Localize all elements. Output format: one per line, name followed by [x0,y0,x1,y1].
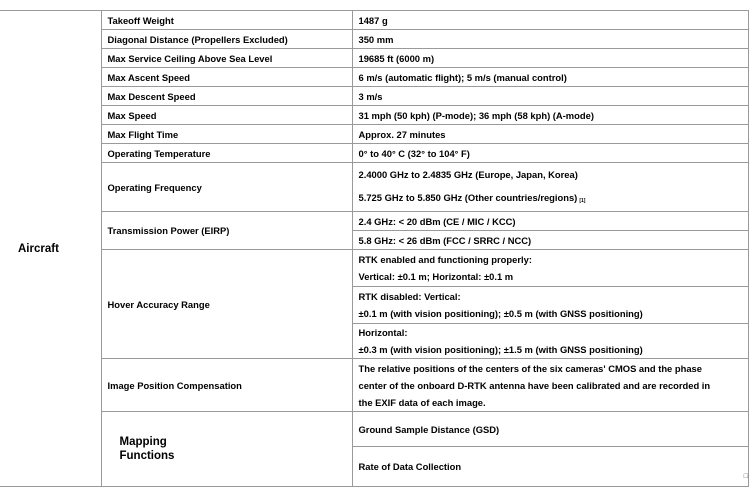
diagonal-distance-label: Diagonal Distance (Propellers Excluded) [101,30,352,49]
hover-accuracy-label: Hover Accuracy Range [101,250,352,359]
table-row [0,30,748,49]
rtk-enabled-values: Vertical: ±0.1 m; Horizontal: ±0.1 m [358,271,514,282]
table-row [0,163,748,212]
category-aircraft [0,11,101,487]
max-speed-value: 31 mph (50 kph) (P-mode); 36 mph (58 kph) (A-mode) [352,106,748,125]
takeoff-weight-label: Takeoff Weight [101,11,352,30]
frequency-2-4-ghz: 2.4000 GHz to 2.4835 GHz (Europe, Japan, Korea) [358,168,578,180]
hover-accuracy-rtk-disabled-vertical [352,287,748,324]
rtk-disabled-vertical-values: ±0.1 m (with vision positioning); ±0.5 m (with GNSS positioning) [358,308,643,319]
flight-time-value: Approx. 27 minutes [352,125,748,144]
operating-temperature-value: 0° to 40° C (32° to 104° F) [352,144,748,163]
gsd-label: Ground Sample Distance (GSD) [352,412,748,447]
category-aircraft-label: Aircraft [18,242,59,255]
hover-accuracy-rtk-disabled-horizontal [352,324,748,359]
footnote-marker: [1] [579,197,586,204]
image-position-value [352,359,748,412]
rtk-disabled-heading: RTK disabled: Vertical: [358,291,461,302]
table-row [0,412,748,447]
descent-speed-value: 3 m/s [352,87,748,106]
image-position-line-3: the EXIF data of each image. [358,396,486,408]
image-position-line-2: center of the onboard D-RTK antenna have been calibrated and are recorded in [358,379,711,391]
hover-accuracy-rtk-enabled [352,250,748,287]
table-row [0,68,748,87]
data-collection-label: Rate of Data Collection [352,447,748,487]
takeoff-weight-value: 1487 g [352,11,748,30]
operating-frequency-value [352,163,748,212]
horizontal-values: ±0.3 m (with vision positioning); ±1.5 m (with GNSS positioning) [358,344,643,355]
table-row [0,106,748,125]
service-ceiling-label: Max Service Ceiling Above Sea Level [101,49,352,68]
frequency-5-8-ghz: 5.725 GHz to 5.850 GHz (Other countries/regions) [358,191,578,203]
table-row [0,250,748,287]
service-ceiling-value: 19685 ft (6000 m) [352,49,748,68]
table-row [0,125,748,144]
category-mapping-label-2: Functions [119,450,175,462]
transmission-power-5-8-value: 5.8 GHz: < 26 dBm (FCC / SRRC / NCC) [352,231,748,250]
table-row [0,49,748,68]
corner-mark: □ [743,473,748,480]
table-row [0,144,748,163]
diagonal-distance-value: 350 mm [352,30,748,49]
rtk-enabled-heading: RTK enabled and functioning properly: [358,254,532,265]
descent-speed-label: Max Descent Speed [101,87,352,106]
image-position-label: Image Position Compensation [101,359,352,412]
frequency-5-8-ghz-line [359,189,748,209]
horizontal-heading: Horizontal: [358,327,408,338]
transmission-power-2-4-value: 2.4 GHz: < 20 dBm (CE / MIC / KCC) [352,212,748,231]
table-row [0,11,748,30]
operating-temperature-label: Operating Temperature [101,144,352,163]
table-row [0,212,748,231]
flight-time-label: Max Flight Time [101,125,352,144]
max-speed-label: Max Speed [101,106,352,125]
ascent-speed-value: 6 m/s (automatic flight); 5 m/s (manual control) [352,68,748,87]
table-row [0,359,748,412]
category-mapping-functions [101,412,352,487]
category-mapping-label-1: Mapping [119,436,167,448]
table-row [0,87,748,106]
specifications-table [0,10,749,487]
image-position-line-1: The relative positions of the centers of the six cameras' CMOS and the phase [358,362,702,374]
operating-frequency-label: Operating Frequency [101,163,352,212]
transmission-power-label: Transmission Power (EIRP) [101,212,352,250]
ascent-speed-label: Max Ascent Speed [101,68,352,87]
